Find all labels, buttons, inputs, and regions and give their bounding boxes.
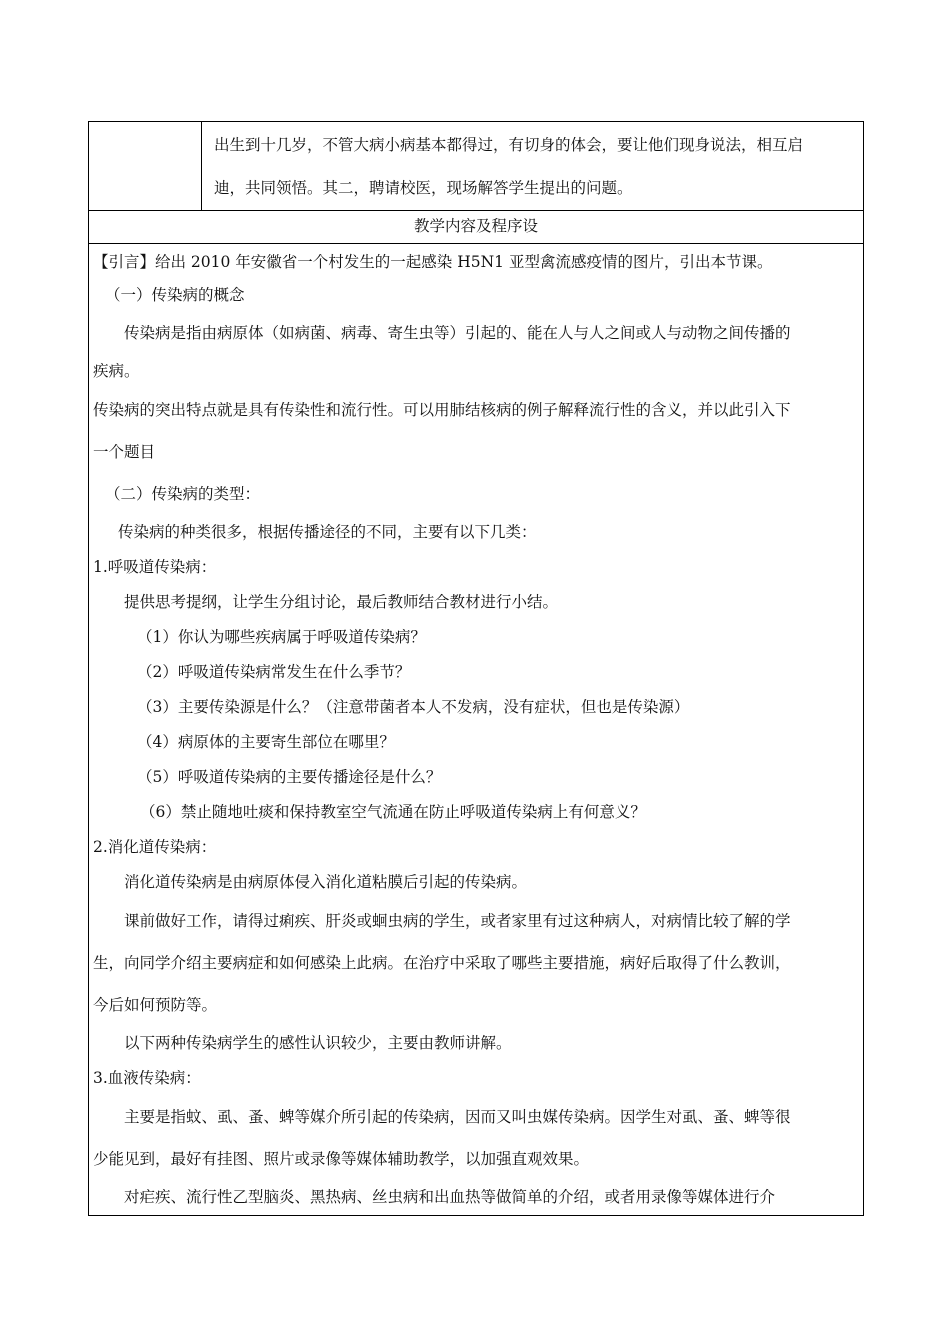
text-line: 传染病的突出特点就是具有传染性和流行性。可以用肺结核病的例子解释流行性的含义，并以此引入下 <box>93 401 791 419</box>
text-line: 提供思考提纲，让学生分组讨论，最后教师结合教材进行小结。 <box>124 593 559 611</box>
text-line: 传染病的种类很多，根据传播途径的不同，主要有以下几类： <box>118 523 537 541</box>
table-row <box>89 211 864 244</box>
question-item: （1）你认为哪些疾病属于呼吸道传染病？ <box>137 628 426 646</box>
text-line: 对疟疾、流行性乙型脑炎、黑热病、丝虫病和出血热等做简单的介绍，或者用录像等媒体进行介 <box>124 1188 776 1206</box>
text-line: 消化道传染病是由病原体侵入消化道粘膜后引起的传染病。 <box>124 873 528 891</box>
lesson-plan-table <box>88 121 864 1216</box>
table-row <box>89 122 864 211</box>
heading-types: （二）传染病的类型： <box>105 485 261 503</box>
text-line: 出生到十几岁，不管大病小病基本都得过，有切身的体会，要让他们现身说法，相互启 <box>214 136 804 154</box>
text-line: 一个题目 <box>93 443 156 461</box>
question-item: （5）呼吸道传染病的主要传播途径是什么？ <box>137 768 442 786</box>
text-line: 迪，共同领悟。其二，聘请校医，现场解答学生提出的问题。 <box>214 179 633 197</box>
text-line: 课前做好工作，请得过痢疾、肝炎或蛔虫病的学生，或者家里有过这种病人，对病情比较了解的学 <box>124 912 791 930</box>
intro-paragraph: 【引言】给出 2010 年安徽省一个村发生的一起感染 H5N1 亚型禽流感疫情的图片，引出本节课。 <box>93 253 773 271</box>
question-item: （3）主要传染源是什么？（注意带菌者本人不发病，没有症状，但也是传染源） <box>137 698 690 716</box>
question-item: （2）呼吸道传染病常发生在什么季节？ <box>137 663 411 681</box>
type-heading-respiratory: 1.呼吸道传染病： <box>93 558 217 576</box>
question-item: （4）病原体的主要寄生部位在哪里？ <box>137 733 395 751</box>
empty-label-cell <box>89 122 202 211</box>
text-line: 少能见到，最好有挂图、照片或录像等媒体辅助教学，以加强直观效果。 <box>93 1150 590 1168</box>
question-item: （6）禁止随地吐痰和保持教室空气流通在防止呼吸道传染病上有何意义？ <box>140 803 646 821</box>
type-heading-blood: 3.血液传染病： <box>93 1069 201 1087</box>
heading-concept: （一）传染病的概念 <box>105 286 245 304</box>
text-line: 传染病是指由病原体（如病菌、病毒、寄生虫等）引起的、能在人与人之间或人与动物之间传播的 <box>124 324 791 342</box>
text-line: 今后如何预防等。 <box>93 996 218 1014</box>
table-row <box>89 244 864 1216</box>
text-line: 以下两种传染病学生的感性认识较少，主要由教师讲解。 <box>124 1034 512 1052</box>
section-header: 教学内容及程序设 <box>89 211 864 244</box>
text-line: 主要是指蚊、虱、蚤、蜱等媒介所引起的传染病，因而又叫虫媒传染病。因学生对虱、蚤、蜱等很 <box>124 1108 791 1126</box>
text-line: 生，向同学介绍主要病症和如何感染上此病。在治疗中采取了哪些主要措施，病好后取得了什么教训， <box>93 954 791 972</box>
content-cell <box>89 244 864 1216</box>
type-heading-digestive: 2.消化道传染病： <box>93 838 217 856</box>
text-line: 疾病。 <box>93 362 140 380</box>
preparation-cell <box>202 122 864 211</box>
